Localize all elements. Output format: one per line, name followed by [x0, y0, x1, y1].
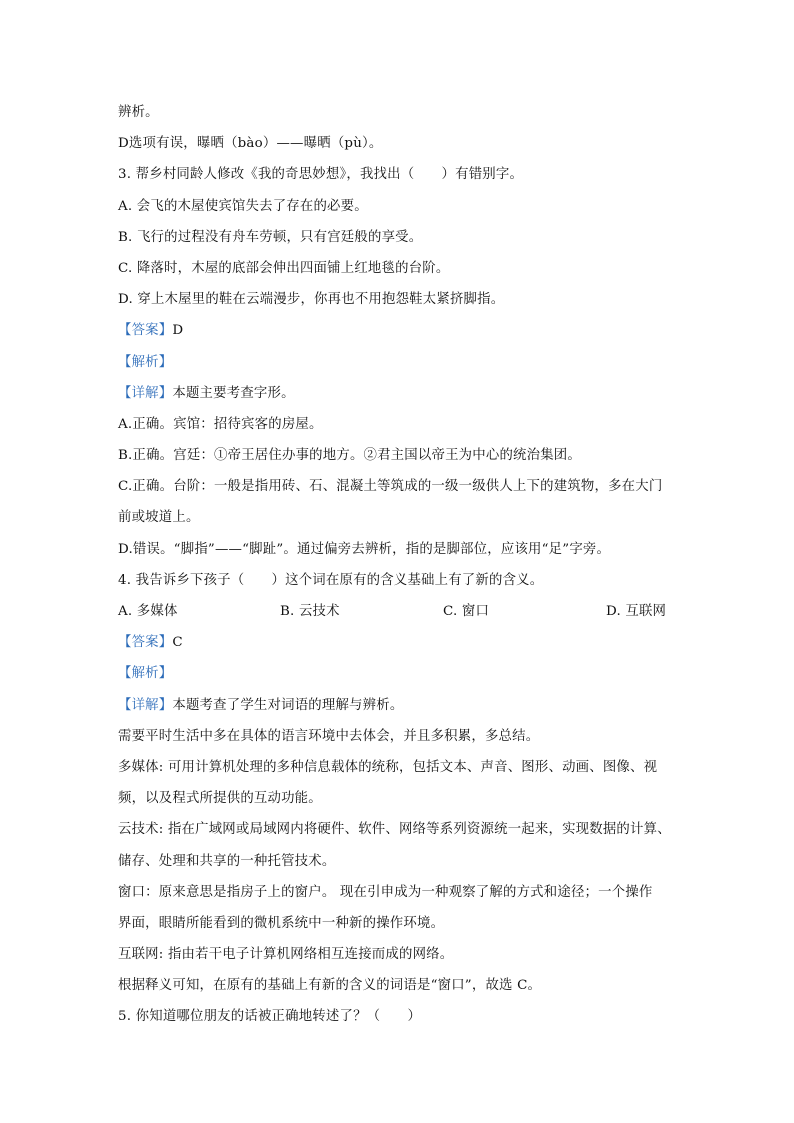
question-4-detail [118, 690, 678, 721]
question-3-option-d: D. 穿上木屋里的鞋在云端漫步，你再也不用抱怨鞋太紧挤脚指。 [118, 292, 505, 308]
question-3-answer [118, 315, 678, 346]
explanation-line: D.错误。“脚指”——“脚趾”。通过偏旁去辨析，指的是脚部位，应该用“足”字旁。 [118, 541, 611, 557]
explanation-line: 储存、处理和共享的一种托管技术。 [118, 853, 336, 869]
document-page [118, 97, 678, 1033]
detail-label: 【详解】 [118, 385, 173, 401]
question-3-analysis-heading [118, 347, 678, 378]
question-3-option-c: C. 降落时，木屋的底部会伸出四面铺上红地毯的台阶。 [118, 260, 450, 276]
text-line: 辨析。 [118, 105, 159, 120]
analysis-label: 【解析】 [118, 354, 173, 370]
explanation-line: B.正确。宫廷：①帝王居住办事的地方。②君主国以帝王为中心的统治集团。 [118, 448, 581, 464]
question-5-stem: 5. 你知道哪位朋友的话被正确地转述了？（ ） [118, 1009, 422, 1025]
question-4-option-c: C. 窗口 [443, 604, 490, 619]
question-3-detail [118, 378, 678, 409]
explanation-line: 窗口：原来意思是指房子上的窗户。 现在引申成为一种观察了解的方式和途径；一个操作 [118, 884, 653, 900]
explanation-line: C.正确。台阶：一般是指用砖、石、混凝土等筑成的一级一级供人上下的建筑物，多在大门 [118, 479, 663, 495]
question-4-option-a: A. 多媒体 [118, 604, 178, 619]
question-3-stem: 3. 帮乡村同龄人修改《我的奇思妙想》，我找出（ ）有错别字。 [118, 167, 524, 183]
question-4-analysis-heading [118, 658, 678, 689]
question-4-option-d: D. 互联网 [606, 604, 667, 619]
question-4-answer [118, 627, 678, 658]
answer-label: 【答案】 [118, 323, 173, 339]
explanation-line: 界面，眼睛所能看到的微机系统中一种新的操作环境。 [118, 915, 445, 931]
text-line: D选项有误，曝晒（bào）——曝晒（pù）。 [118, 136, 383, 152]
explanation-line: A.正确。宾馆：招待宾客的房屋。 [118, 416, 323, 432]
question-3-option-a: A. 会飞的木屋使宾馆失去了存在的必要。 [118, 198, 368, 214]
explanation-line: 多媒体: 可用计算机处理的多种信息载体的统称，包括文本、声音、图形、动画、图像、视 [118, 759, 658, 775]
answer-value: D [172, 323, 184, 339]
question-4-option-b: B. 云技术 [280, 604, 340, 619]
analysis-label: 【解析】 [118, 666, 173, 682]
detail-text: 本题考查了学生对词语的理解与辨析。 [172, 697, 404, 713]
detail-text: 本题主要考查字形。 [172, 385, 295, 401]
question-3-option-b: B. 飞行的过程没有舟车劳顿，只有宫廷般的享受。 [118, 229, 423, 245]
answer-value: C [172, 635, 183, 651]
detail-label: 【详解】 [118, 697, 173, 713]
question-4-stem: 4. 我告诉乡下孩子（ ）这个词在原有的含义基础上有了新的含义。 [118, 572, 544, 588]
explanation-line: 互联网: 指由若干电子计算机网络相互连接而成的网络。 [118, 947, 454, 963]
explanation-line: 需要平时生活中多在具体的语言环境中去体会，并且多积累，多总结。 [118, 728, 540, 744]
explanation-line: 前或坡道上。 [118, 510, 200, 526]
answer-label: 【答案】 [118, 635, 173, 651]
explanation-line: 根据释义可知，在原有的基础上有新的含义的词语是“窗口”，故选 C。 [118, 978, 542, 994]
explanation-line: 云技术: 指在广域网或局域网内将硬件、软件、网络等系列资源统一起来，实现数据的计算、 [118, 822, 671, 838]
explanation-line: 频，以及程式所提供的互动功能。 [118, 791, 322, 807]
question-4-options [118, 596, 678, 627]
